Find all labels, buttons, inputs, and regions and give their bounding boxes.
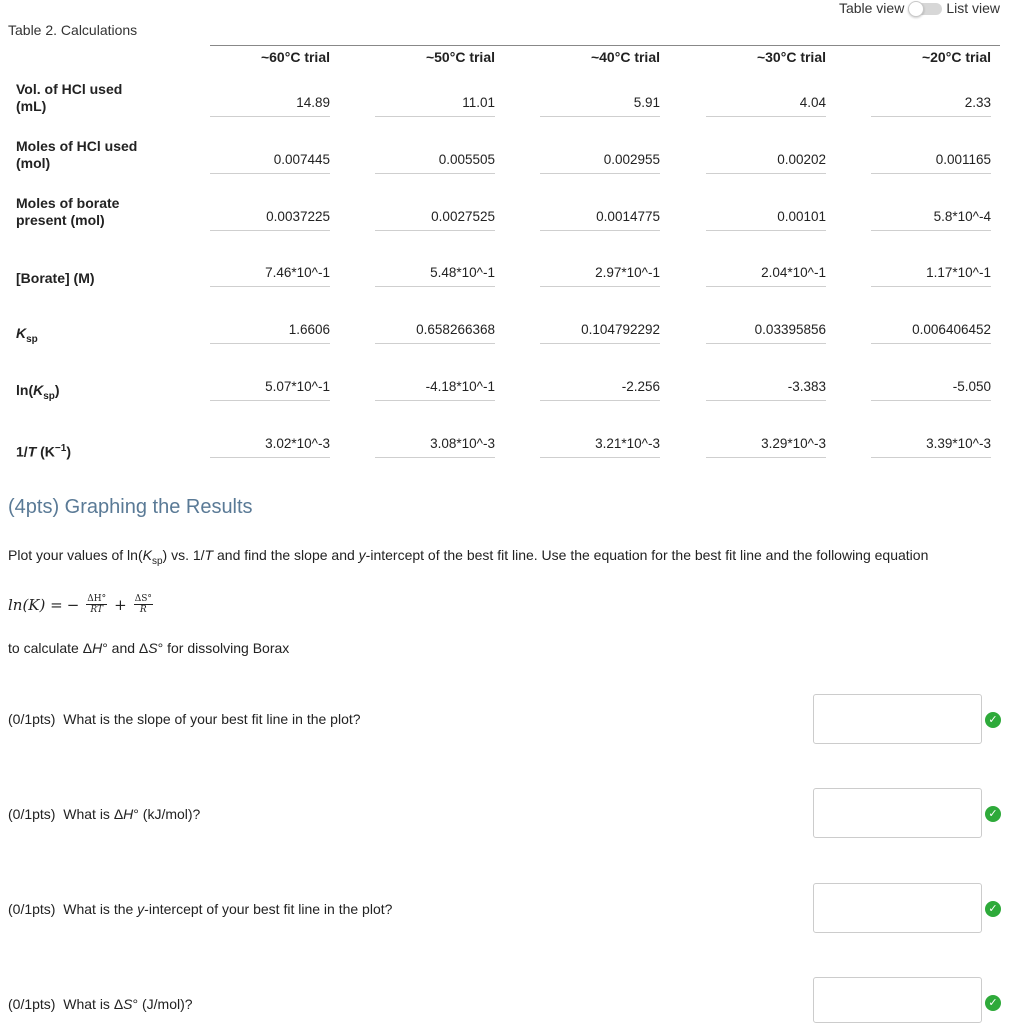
column-header-50c: ~50°C trial	[425, 49, 495, 65]
fraction-entropy	[134, 594, 153, 615]
row-label-line: (mL)	[16, 98, 47, 114]
row-label-line: (mol)	[16, 155, 51, 171]
row-label-moles-borate	[16, 195, 206, 229]
check-circle-icon: ✓	[985, 712, 1001, 728]
check-circle-icon: ✓	[985, 806, 1001, 822]
enthalpy-answer-input[interactable]	[813, 788, 982, 838]
sub-sp: sp	[151, 555, 163, 567]
var-y: y	[137, 901, 145, 917]
intercept-answer-input[interactable]	[813, 883, 982, 933]
question-text: ° (kJ/mol)?	[133, 806, 201, 822]
question-entropy	[8, 996, 193, 1012]
table-cell[interactable]: 3.39*10^-3	[871, 435, 991, 458]
table-cell[interactable]: 0.658266368	[375, 321, 495, 344]
table-header-rule	[210, 45, 1000, 46]
row-label-moles-hcl	[16, 138, 206, 172]
var-k: K	[142, 547, 152, 563]
table-caption: Table 2. Calculations	[8, 22, 138, 38]
table-cell[interactable]: 0.00101	[706, 208, 826, 231]
row-label-vol-hcl	[16, 81, 206, 115]
table-cell[interactable]: 0.104792292	[540, 321, 660, 344]
equation-lhs: ln(K) =	[8, 595, 63, 614]
row-label-borate-conc: [Borate] (M)	[16, 270, 95, 286]
row-label-line: Moles of borate	[16, 195, 120, 211]
question-text: What is Δ	[63, 996, 124, 1012]
table-cell[interactable]: 2.33	[871, 94, 991, 117]
column-header-60c: ~60°C trial	[260, 49, 330, 65]
label-prefix: 1/	[16, 443, 28, 460]
text-span: ) vs. 1/	[162, 547, 205, 563]
t-var: T	[27, 443, 37, 460]
var-s: S	[148, 640, 158, 656]
text-span: and find the slope and	[213, 547, 359, 563]
table-cell[interactable]: 7.46*10^-1	[210, 264, 330, 287]
text-span: -intercept of the best fit line. Use the equation for the best fit line and the following equation	[365, 547, 929, 563]
column-header-40c: ~40°C trial	[590, 49, 660, 65]
table-cell[interactable]: 14.89	[210, 94, 330, 117]
table-cell[interactable]: -3.383	[706, 378, 826, 401]
text-span: ° and Δ	[102, 640, 149, 656]
view-switch[interactable]	[908, 1, 942, 15]
list-view-label[interactable]: List view	[946, 0, 1000, 16]
question-intercept	[8, 901, 392, 917]
fraction-denominator: RT	[90, 605, 104, 615]
instructions-text	[8, 545, 998, 572]
table-cell[interactable]: 5.8*10^-4	[871, 208, 991, 231]
row-label-line: Vol. of HCl used	[16, 81, 123, 97]
table-cell[interactable]: 2.04*10^-1	[706, 264, 826, 287]
entropy-answer-input[interactable]	[813, 977, 982, 1023]
table-cell[interactable]: 1.6606	[210, 321, 330, 344]
question-enthalpy	[8, 806, 200, 822]
label-sup: −1	[54, 443, 67, 454]
label-suffix: (K	[36, 443, 55, 460]
table-cell[interactable]: -2.256	[540, 378, 660, 401]
table-cell[interactable]: 0.005505	[375, 151, 495, 174]
row-label-ln-ksp	[16, 382, 206, 405]
column-header-30c: ~30°C trial	[756, 49, 826, 65]
table-cell[interactable]: 3.02*10^-3	[210, 435, 330, 458]
table-view-label[interactable]: Table view	[838, 0, 905, 16]
table-cell[interactable]: 3.08*10^-3	[375, 435, 495, 458]
label-end: )	[66, 443, 71, 460]
fraction-numerator: ΔS°	[134, 594, 152, 604]
table-cell[interactable]: 0.0014775	[540, 208, 660, 231]
table-cell[interactable]: 0.0027525	[375, 208, 495, 231]
equation-minus: −	[66, 595, 80, 614]
table-cell[interactable]: 3.29*10^-3	[706, 435, 826, 458]
var-h: H	[123, 806, 134, 822]
var-h: H	[92, 640, 103, 656]
question-text: ° (J/mol)?	[132, 996, 193, 1012]
section-title: (4pts) Graphing the Results	[8, 496, 253, 518]
table-cell[interactable]: -4.18*10^-1	[375, 378, 495, 401]
table-cell[interactable]: 11.01	[375, 94, 495, 117]
var-t: T	[204, 547, 214, 563]
points-label: (0/1pts)	[8, 806, 56, 822]
table-cell[interactable]: 0.006406452	[871, 321, 991, 344]
view-toggle	[839, 0, 1000, 16]
ksp-sub: sp	[26, 333, 38, 345]
row-label-ksp	[16, 325, 206, 348]
fraction-denominator: R	[139, 605, 147, 615]
equation-plus: +	[114, 595, 127, 614]
table-cell[interactable]: 0.001165	[871, 151, 991, 174]
table-cell[interactable]: 5.91	[540, 94, 660, 117]
text-span: Plot your values of ln(	[8, 547, 143, 563]
van-t-hoff-equation	[8, 594, 156, 615]
calculate-text	[8, 640, 289, 656]
question-text: -intercept of your best fit line in the plot?	[144, 901, 393, 917]
table-cell[interactable]: -5.050	[871, 378, 991, 401]
ksp-k: K	[16, 325, 27, 341]
table-cell[interactable]: 2.97*10^-1	[540, 264, 660, 287]
ksp-sub: sp	[43, 390, 55, 402]
points-label: (0/1pts)	[8, 711, 56, 727]
ksp-k: K	[33, 382, 44, 398]
text-span: to calculate Δ	[8, 640, 93, 656]
fraction-enthalpy	[86, 594, 107, 615]
var-s: S	[123, 996, 133, 1012]
table-cell[interactable]: 1.17*10^-1	[871, 264, 991, 287]
table-cell[interactable]: 3.21*10^-3	[540, 435, 660, 458]
row-label-line: present (mol)	[16, 212, 105, 228]
question-text: What is the	[63, 901, 138, 917]
question-text: What is the slope of your best fit line in the plot?	[63, 711, 361, 727]
fraction-numerator: ΔH°	[87, 594, 107, 604]
points-label: (0/1pts)	[8, 996, 56, 1012]
table-cell[interactable]: 0.00202	[706, 151, 826, 174]
label-suffix: )	[54, 382, 60, 398]
question-slope	[8, 711, 361, 727]
text-span: ° for dissolving Borax	[157, 640, 290, 656]
row-label-inverse-t	[16, 440, 206, 461]
slope-answer-input[interactable]	[813, 694, 982, 744]
column-header-20c: ~20°C trial	[921, 49, 991, 65]
table-cell[interactable]: 0.002955	[540, 151, 660, 174]
table-cell[interactable]: 0.0037225	[210, 208, 330, 231]
row-label-line: Moles of HCl used	[16, 138, 138, 154]
check-circle-icon: ✓	[985, 995, 1001, 1011]
table-cell[interactable]: 4.04	[706, 94, 826, 117]
question-text: What is Δ	[63, 806, 124, 822]
points-label: (0/1pts)	[8, 901, 56, 917]
table-cell[interactable]: 5.48*10^-1	[375, 264, 495, 287]
label-prefix: ln(	[16, 382, 34, 398]
table-cell[interactable]: 0.03395856	[706, 321, 826, 344]
var-y: y	[358, 547, 366, 563]
table-cell[interactable]: 0.007445	[210, 151, 330, 174]
table-cell[interactable]: 5.07*10^-1	[210, 378, 330, 401]
check-circle-icon: ✓	[985, 901, 1001, 917]
